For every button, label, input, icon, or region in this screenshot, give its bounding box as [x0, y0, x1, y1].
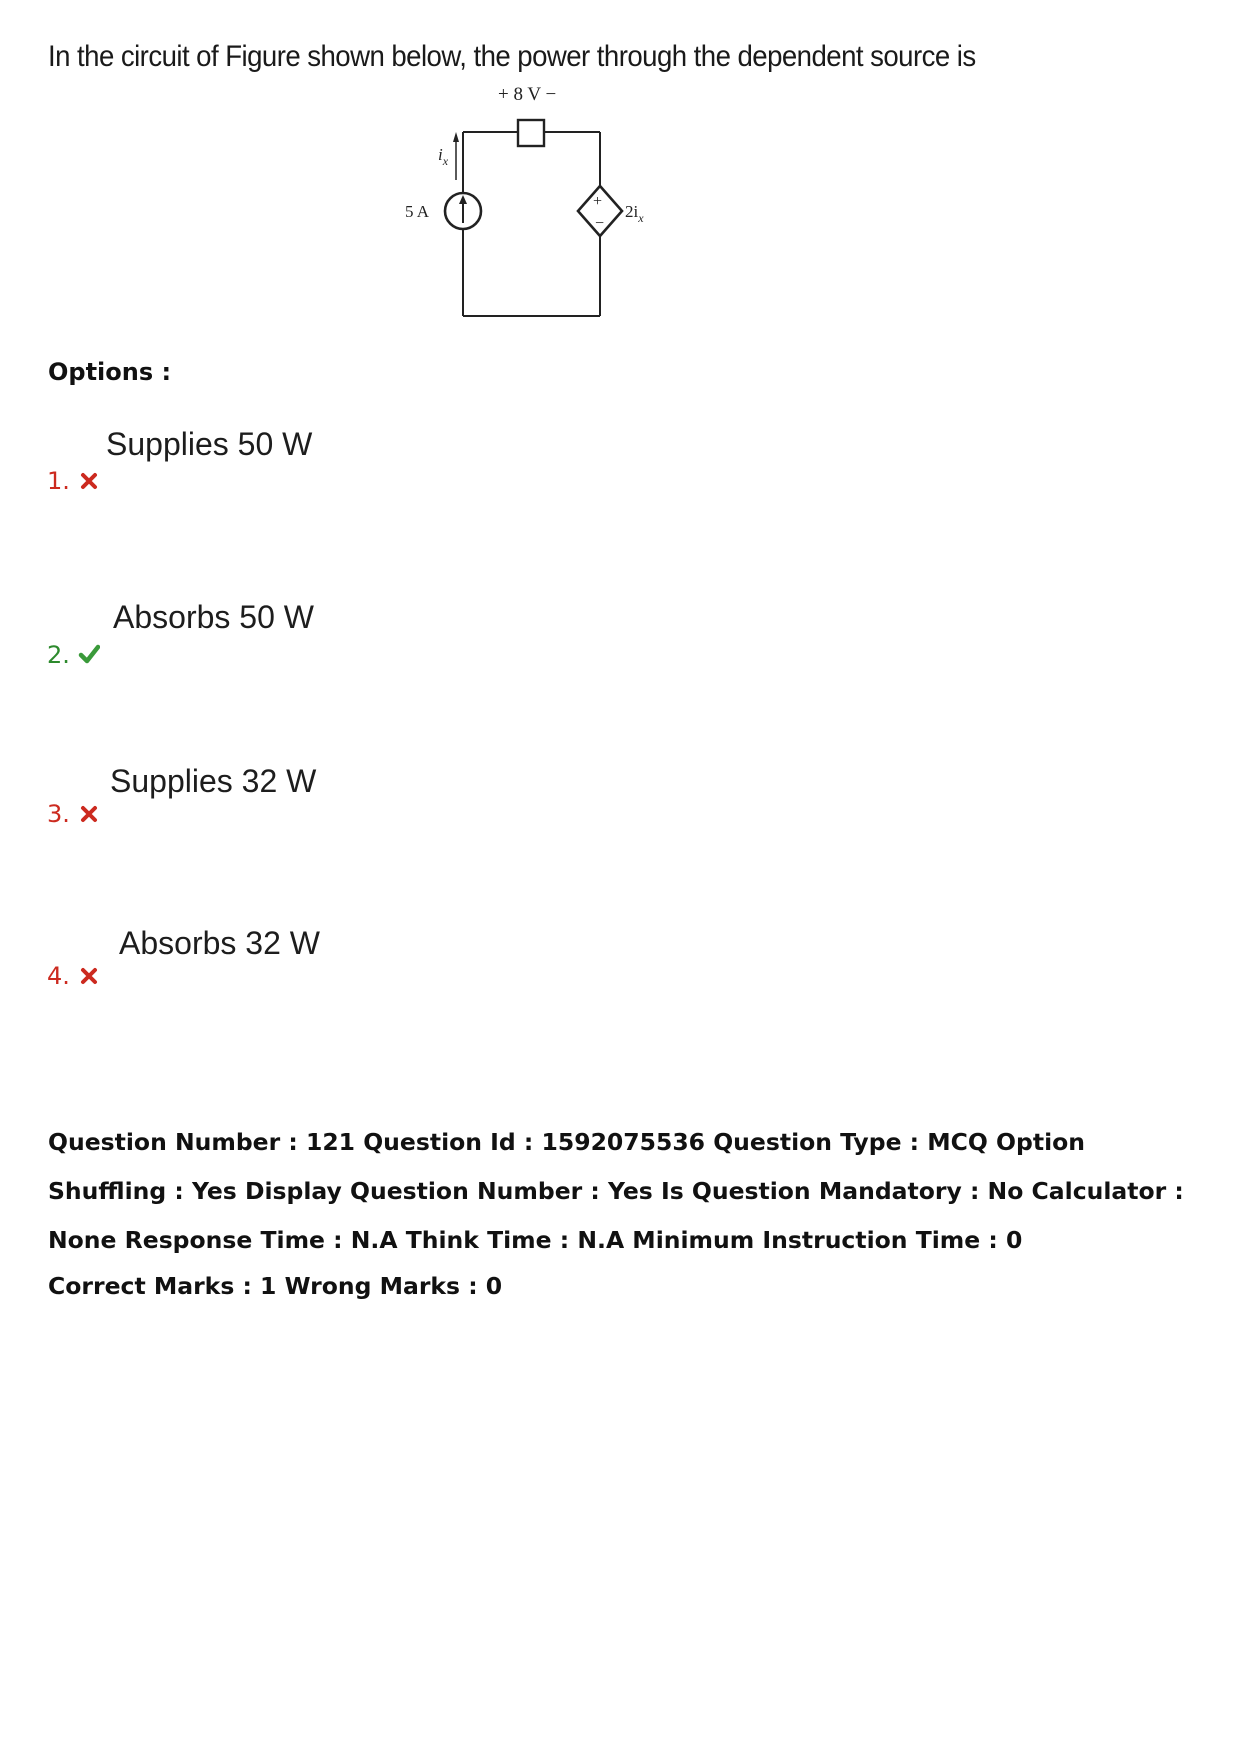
option-number: 4. — [47, 962, 70, 990]
source-label: 5 A — [405, 202, 430, 221]
option-number: 2. — [47, 641, 70, 669]
cross-icon — [80, 967, 98, 985]
check-icon — [78, 644, 100, 664]
svg-text:−: − — [595, 215, 605, 232]
marks-info: Correct Marks : 1 Wrong Marks : 0 — [48, 1272, 503, 1300]
circuit-figure — [400, 82, 670, 322]
option-number: 1. — [47, 467, 70, 495]
current-label: $i_x$ — [438, 145, 449, 168]
option-text: Absorbs 32 W — [119, 925, 320, 961]
cross-icon — [80, 472, 98, 490]
cross-icon — [80, 805, 98, 823]
option-text: Supplies 32 W — [110, 763, 317, 799]
question-text: In the circuit of Figure shown below, the power through the dependent source is — [48, 40, 976, 73]
question-metadata: Question Number : 121 Question Id : 1592075536 Question Type : MCQ Option Shuffling : Yes Display Question Number : Yes Is Question Mandatory : No Calculator : None Response Time : N.A Think Time : N.A Minimum Instruction Time : 0 — [48, 1128, 1184, 1254]
options-heading: Options : — [48, 358, 172, 386]
option-text: Absorbs 50 W — [113, 599, 314, 635]
resistor-box — [518, 120, 544, 146]
option-text: Supplies 50 W — [106, 426, 313, 462]
option-number: 3. — [47, 800, 70, 828]
dependent-label: $2i_x$ — [625, 202, 644, 225]
svg-text:+: + — [593, 193, 603, 210]
voltage-label: + 8 V − — [498, 84, 557, 105]
